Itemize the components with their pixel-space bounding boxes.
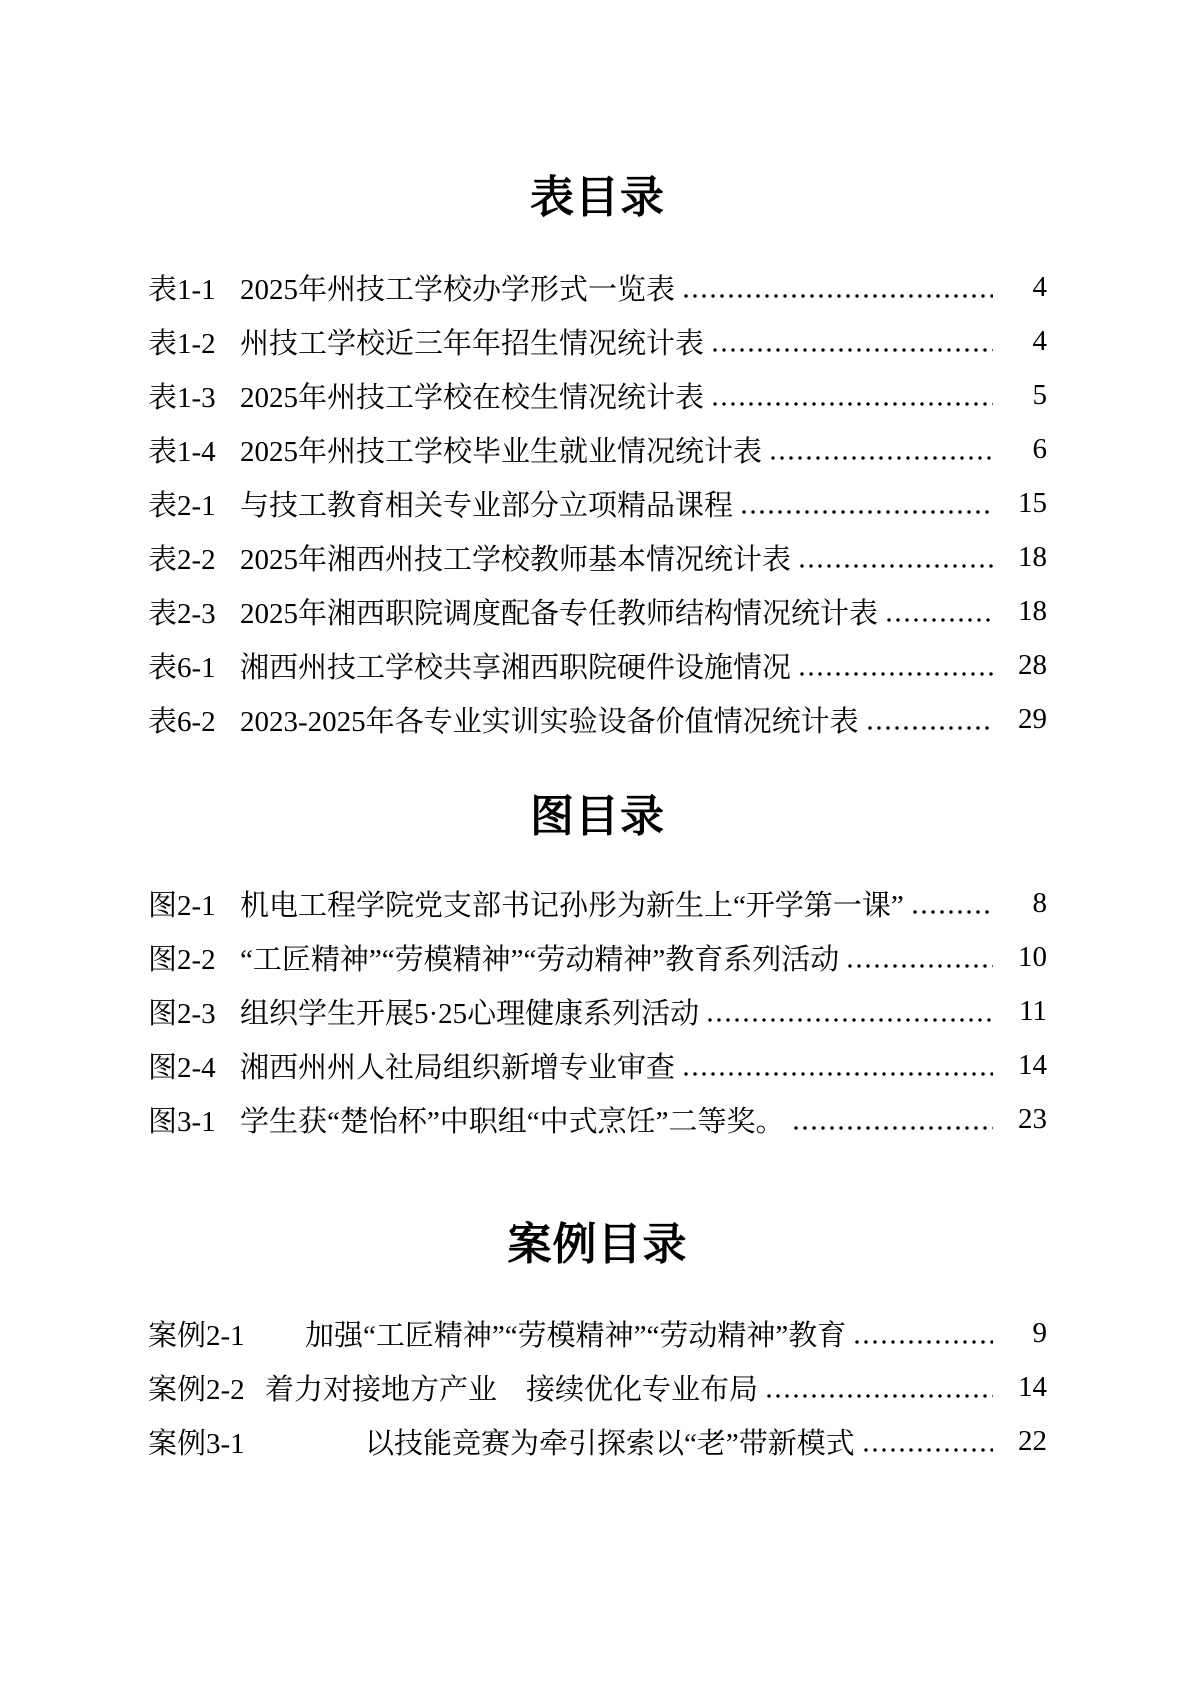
entry-title: 2025年州技工学校在校生情况统计表 <box>240 381 705 414</box>
entry-page-number: 11 <box>1019 994 1047 1027</box>
figures-toc-heading: 图目录 <box>530 792 665 841</box>
toc-entry <box>148 422 1047 476</box>
entry-page-number: 29 <box>1018 702 1047 735</box>
dot-leader <box>704 368 1001 422</box>
entry-label: 表6-1 <box>148 651 216 684</box>
entry-label: 表1-4 <box>148 435 216 468</box>
entry-label: 表2-1 <box>148 489 216 522</box>
dot-leader <box>904 876 1001 930</box>
toc-entry <box>148 876 1047 930</box>
entry-title: 以技能竞赛为牵引探索以“老”带新模式 <box>365 1427 855 1460</box>
dot-leader <box>675 260 1001 314</box>
dot-leader <box>785 1092 1002 1146</box>
entry-label: 图2-2 <box>148 943 216 976</box>
dot-leader <box>878 584 1001 638</box>
entry-label: 案例3-1 <box>148 1427 245 1460</box>
tables-toc-heading: 表目录 <box>530 173 665 222</box>
dot-leader <box>839 930 1001 984</box>
entry-title: 2025年湘西职院调度配备专任教师结构情况统计表 <box>240 597 879 630</box>
dot-leader <box>758 1360 1001 1414</box>
entry-page-number: 5 <box>1032 378 1047 411</box>
entry-title: 学生获“楚怡杯”中职组“中式烹饪”二等奖。 <box>240 1105 785 1138</box>
entry-page-number: 10 <box>1018 940 1047 973</box>
entry-title: 加强“工匠精神”“劳模精神”“劳动精神”教育 <box>305 1319 847 1352</box>
entry-page-number: 4 <box>1032 270 1047 303</box>
entry-title: 着力对接地方产业 接续优化专业布局 <box>265 1373 759 1406</box>
dot-leader <box>859 692 1001 746</box>
entry-page-number: 9 <box>1032 1316 1047 1349</box>
toc-entry <box>148 930 1047 984</box>
dot-leader <box>791 638 1001 692</box>
cases-toc-heading: 案例目录 <box>507 1220 688 1269</box>
entry-title: 2025年州技工学校毕业生就业情况统计表 <box>240 435 763 468</box>
toc-entry <box>148 476 1047 530</box>
figures-toc-list <box>148 876 1047 1146</box>
entry-page-number: 14 <box>1018 1370 1047 1403</box>
dot-leader <box>791 530 1001 584</box>
entry-title: 组织学生开展5·25心理健康系列活动 <box>240 997 700 1030</box>
entry-label: 表1-3 <box>148 381 216 414</box>
entry-label: 案例2-2 <box>148 1373 245 1406</box>
entry-label: 图2-1 <box>148 889 216 922</box>
entry-page-number: 18 <box>1018 594 1047 627</box>
toc-entry <box>148 1414 1047 1468</box>
entry-title: 湘西州州人社局组织新增专业审查 <box>240 1051 676 1084</box>
entry-label: 表6-2 <box>148 705 216 738</box>
entry-label: 图2-3 <box>148 997 216 1030</box>
toc-entry <box>148 1306 1047 1360</box>
entry-title: 2025年湘西州技工学校教师基本情况统计表 <box>240 543 792 576</box>
entry-title: 2023-2025年各专业实训实验设备价值情况统计表 <box>240 705 859 738</box>
toc-entry <box>148 1092 1047 1146</box>
entry-label: 图3-1 <box>148 1105 216 1138</box>
entry-title: 与技工教育相关专业部分立项精品课程 <box>240 489 734 522</box>
toc-entry <box>148 692 1047 746</box>
toc-entry <box>148 260 1047 314</box>
entry-title: 机电工程学院党支部书记孙彤为新生上“开学第一课” <box>240 889 904 922</box>
entry-title: 湘西州技工学校共享湘西职院硬件设施情况 <box>240 651 792 684</box>
toc-entry <box>148 984 1047 1038</box>
entry-page-number: 15 <box>1018 486 1047 519</box>
entry-page-number: 14 <box>1018 1048 1047 1081</box>
toc-entry <box>148 1360 1047 1414</box>
dot-leader <box>855 1414 1001 1468</box>
toc-entry <box>148 638 1047 692</box>
dot-leader <box>762 422 1001 476</box>
entry-page-number: 6 <box>1032 432 1047 465</box>
entry-label: 表1-1 <box>148 273 216 306</box>
entry-label: 案例2-1 <box>148 1319 245 1352</box>
dot-leader <box>699 984 1001 1038</box>
dot-leader <box>675 1038 1001 1092</box>
entry-label: 表1-2 <box>148 327 216 360</box>
entry-page-number: 8 <box>1032 886 1047 919</box>
toc-entry <box>148 314 1047 368</box>
toc-entry <box>148 368 1047 422</box>
entry-page-number: 28 <box>1018 648 1047 681</box>
entry-label: 图2-4 <box>148 1051 216 1084</box>
dot-leader <box>846 1306 1001 1360</box>
toc-entry <box>148 530 1047 584</box>
toc-entry <box>148 584 1047 638</box>
entry-title: 2025年州技工学校办学形式一览表 <box>240 273 676 306</box>
cases-toc-list <box>148 1306 1047 1468</box>
entry-page-number: 18 <box>1018 540 1047 573</box>
entry-label: 表2-3 <box>148 597 216 630</box>
entry-title: “工匠精神”“劳模精神”“劳动精神”教育系列活动 <box>240 943 840 976</box>
entry-page-number: 23 <box>1018 1102 1047 1135</box>
tables-toc-list <box>148 260 1047 746</box>
toc-entry <box>148 1038 1047 1092</box>
entry-page-number: 4 <box>1032 324 1047 357</box>
dot-leader <box>733 476 1001 530</box>
entry-label: 表2-2 <box>148 543 216 576</box>
entry-title: 州技工学校近三年年招生情况统计表 <box>240 327 705 360</box>
dot-leader <box>704 314 1001 368</box>
entry-page-number: 22 <box>1018 1424 1047 1457</box>
